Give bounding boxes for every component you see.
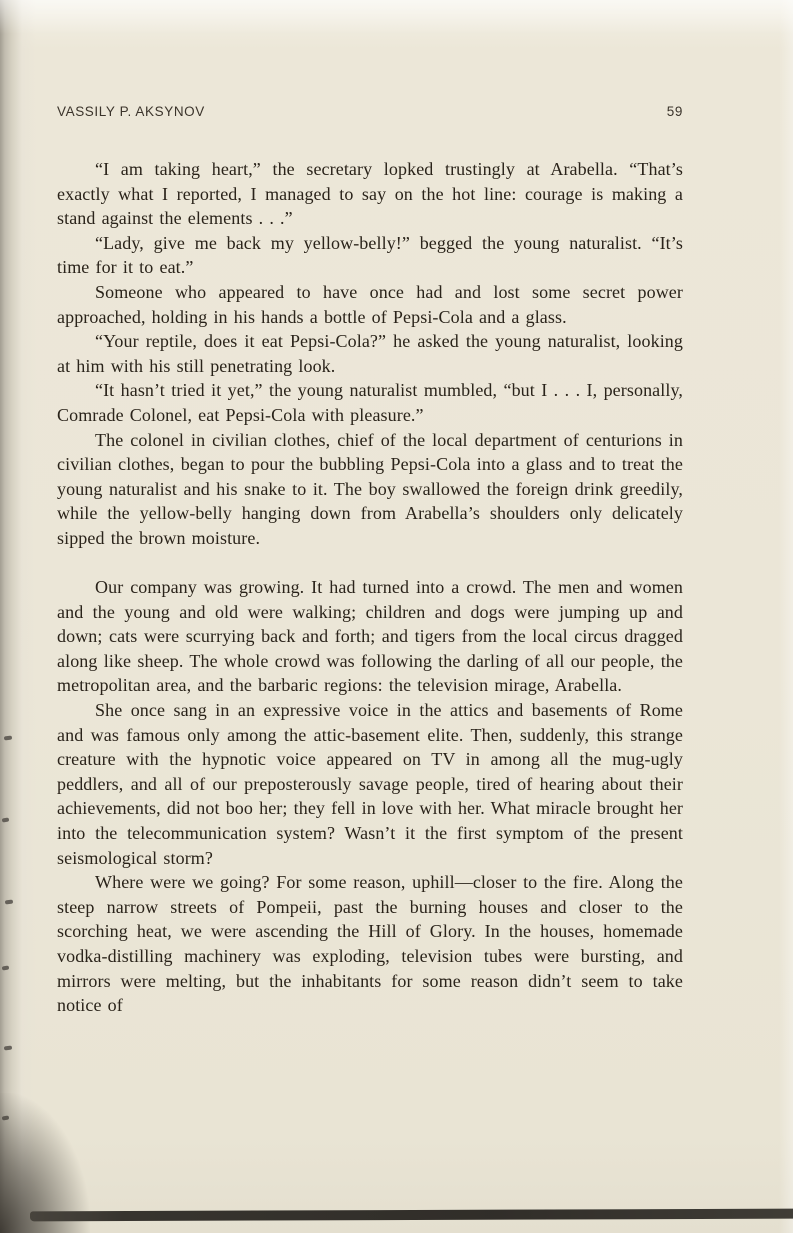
- body-text: [57, 157, 683, 1018]
- paragraph-1: “I am taking heart,” the secretary lopked trustingly at Arabella. “That’s exactly what I reported, I managed to say on the hot line: courage is making a stand against the elements . . .”: [57, 159, 683, 229]
- paragraph-3: Someone who appeared to have once had and lost some secret power approached, holding in his hands a bottle of Pepsi-Cola and a glass.: [57, 281, 683, 327]
- paragraph-2: “Lady, give me back my yellow-belly!” begged the young naturalist. “It’s time for it to eat.”: [57, 232, 683, 278]
- page-right-highlight: [779, 0, 793, 1233]
- bottom-page-edge-shadow: [30, 1209, 793, 1222]
- paragraph-6: The colonel in civilian clothes, chief of the local department of centurions in civilian clothes, began to pour the bubbling Pepsi-Cola into a glass and to treat the young naturalist and his snake to it. The boy swallowed the foreign drink greedily, while the yellow-belly hanging down from Arabella’s shoulders only delicately sipped the brown moisture.: [57, 429, 683, 548]
- paragraph-8: She once sang in an expressive voice in the attics and basements of Rome and was famous only among the attic-basement elite. Then, suddenly, this strange creature with the hypnotic voice appeared on TV in among all the mug-ugly peddlers, and all of our preposterously savage people, tired of hearing about their achievements, did not boo her; they fell in love with her. What miracle brought her into the telecommunication system? Wasn’t it the first symptom of the present seismological storm?: [57, 700, 683, 868]
- page-header: [57, 104, 683, 119]
- paragraph-5: “It hasn’t tried it yet,” the young naturalist mumbled, “but I . . . I, personally, Comrade Colonel, eat Pepsi-Cola with pleasure.”: [57, 380, 683, 425]
- paragraph-4: “Your reptile, does it eat Pepsi-Cola?” he asked the young naturalist, looking at him with his still penetrating look.: [57, 331, 683, 376]
- paragraph-7: Our company was growing. It had turned into a crowd. The men and women and the young and old were walking; children and dogs were jumping up and down; cats were scurrying back and forth; and tigers from the local circus dragged along like sheep. The whole crowd was following the darling of all our people, the metropolitan area, and the barbaric regions: the television mirage, Arabella.: [57, 577, 683, 696]
- paragraph-9: Where were we going? For some reason, uphill—closer to the fire. Along the steep narrow streets of Pompeii, past the burning houses and closer to the scorching heat, we were ascending the Hill of Glory. In the houses, homemade vodka-distilling machinery was exploding, television tubes were bursting, and mirrors were melting, but the inhabitants for some reason didn’t seem to take notice of: [57, 872, 683, 1016]
- page-top-highlight: [0, 0, 793, 34]
- author-name: VASSILY P. AKSYNOV: [57, 104, 205, 119]
- page-content: [57, 104, 683, 1018]
- page-number: 59: [666, 104, 683, 119]
